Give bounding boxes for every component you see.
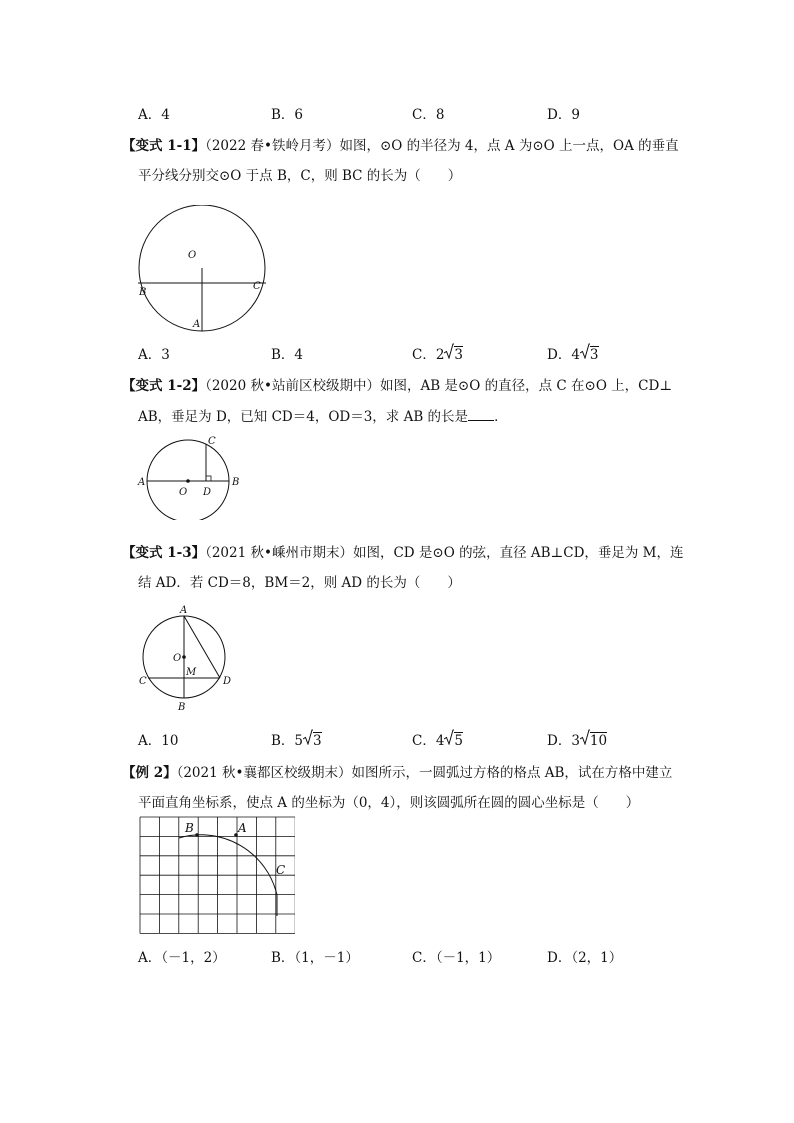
q12-label-a: A [138, 477, 146, 488]
sqrt-icon [444, 729, 454, 745]
sqrt-icon [580, 729, 590, 745]
sqrt-icon [444, 343, 454, 359]
q13-option-d: D．3 10 [547, 729, 607, 749]
q11-line2: 平分线分别交⊙O 于点 B，C，则 BC 的长为（ ） [138, 168, 462, 184]
q13-text1: 如图，CD 是⊙O 的弦，直径 AB⊥CD，垂足为 M，连 [352, 545, 684, 561]
ex2-line2: 平面直角坐标系，使点 A 的坐标为（0，4），则该圆弧所在圆的圆心坐标是（ ） [138, 795, 640, 811]
q13-label-b: B [178, 702, 186, 713]
q12-line2: AB，垂足为 D，已知 CD＝4，OD＝3，求 AB 的长是 ． [138, 409, 508, 425]
q12-tag: 【变式 1-2】 [122, 378, 206, 394]
q13-figure [133, 600, 243, 715]
q13-label-d: D [223, 676, 232, 687]
q12-label-d: D [203, 487, 212, 498]
q12-label-b: B [232, 477, 240, 488]
answer-blank [468, 408, 494, 421]
q13-option-c: C．4 5 [412, 729, 463, 749]
q13-label-o: O [173, 653, 182, 664]
q11-figure [130, 205, 280, 335]
q12-label-o: O [179, 487, 188, 498]
q12-center-dot [186, 479, 190, 483]
q13-tag: 【变式 1-3】 [122, 545, 206, 561]
q11-option-c: C．2 3 [412, 343, 463, 363]
ex2-line1 [122, 761, 672, 781]
q12-line1 [122, 374, 672, 394]
q11-line1 [122, 134, 679, 154]
ex2-source: （2021 秋•襄都区校级期末） [176, 765, 352, 781]
ex2-grid-figure [139, 816, 295, 936]
top-option-d: D．9 [547, 107, 580, 123]
q11-option-b: B．4 [271, 347, 304, 363]
q11-label-o: O [188, 250, 197, 261]
q11-label-c: C [253, 281, 261, 292]
ex2-option-b: B．（1，－1） [271, 950, 359, 966]
q13-center-dot [182, 655, 186, 659]
q13-source: （2021 秋•嵊州市期末） [205, 545, 353, 561]
sqrt-icon [303, 729, 313, 745]
ex2-label-a: A [238, 821, 247, 835]
q13-label-m: M [186, 667, 197, 678]
q13-line2: 结 AD．若 CD＝8，BM＝2，则 AD 的长为（ ） [138, 575, 461, 591]
top-option-c: C．8 [412, 107, 445, 123]
q11-source: （2022 春•铁岭月考） [205, 138, 340, 154]
q12-text1: 如图，AB 是⊙O 的直径，点 C 在⊙O 上，CD⊥ [379, 378, 673, 394]
top-option-a: A．4 [138, 107, 170, 123]
q13-label-a: A [180, 605, 188, 616]
ex2-label-b: B [185, 821, 194, 835]
q12-label-c: C [208, 436, 216, 447]
q13-line1 [122, 541, 684, 561]
q13-option-a: A．10 [138, 733, 179, 749]
ex2-point-b [195, 833, 199, 837]
q12-figure [135, 435, 250, 520]
sqrt-icon [580, 343, 590, 359]
ex2-label-c: C [276, 863, 286, 877]
q11-option-d: D．4 3 [547, 343, 599, 363]
top-option-b: B．6 [271, 107, 304, 123]
q12-right-angle [206, 476, 211, 481]
q13-label-c: C [139, 676, 147, 687]
q12-source: （2020 秋•站前区校级期中） [205, 378, 380, 394]
q11-label-a: A [193, 319, 201, 330]
ex2-grid [140, 817, 295, 933]
ex2-option-a: A．（－1，2） [138, 950, 226, 966]
q13-option-b: B．5 3 [271, 729, 322, 749]
q11-option-a: A．3 [138, 347, 170, 363]
q11-tag: 【变式 1-1】 [122, 138, 206, 154]
ex2-tag: 【例 2】 [122, 765, 177, 781]
ex2-text1: 如图所示，一圆弧过方格的格点 AB，试在方格中建立 [351, 765, 673, 781]
ex2-option-d: D．（2，1） [547, 950, 623, 966]
q11-label-b: B [139, 287, 147, 298]
q11-text1: 如图，⊙O 的半径为 4，点 A 为⊙O 上一点，OA 的垂直 [339, 138, 679, 154]
ex2-option-c: C．（－1，1） [412, 950, 501, 966]
